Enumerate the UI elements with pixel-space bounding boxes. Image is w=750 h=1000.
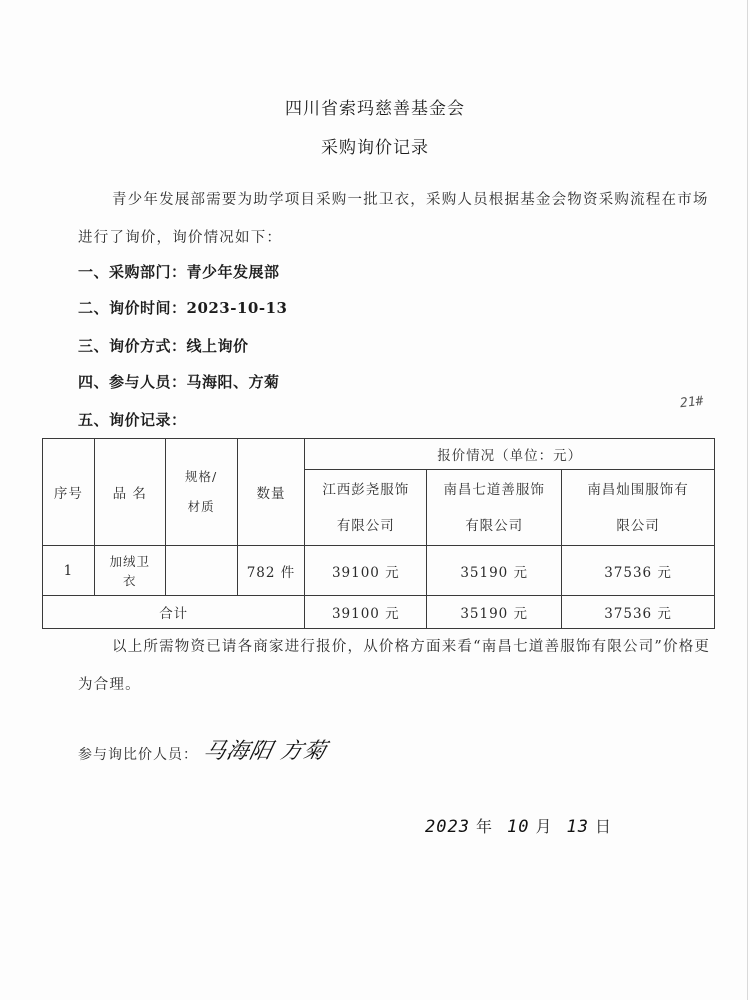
header-name: 品 名 — [94, 439, 165, 546]
total-label: 合计 — [43, 596, 305, 629]
row-price-vendor-3: 37536 元 — [562, 546, 715, 596]
row-spec — [165, 546, 237, 596]
item-records-heading: 五、询价记录： — [78, 411, 187, 429]
date-month-label: 月 — [535, 817, 553, 836]
table-row — [43, 546, 715, 596]
header-qty: 数量 — [237, 439, 305, 546]
organization-title: 四川省索玛慈善基金会 — [285, 99, 465, 119]
item-inquiry-date: 二、询价时间：2023-10-13 — [78, 299, 288, 317]
header-seq: 序号 — [43, 439, 95, 546]
handwritten-date — [425, 814, 626, 837]
header-quote-group: 报价情况（单位：元） — [305, 439, 715, 470]
row-price-vendor-2: 35190 元 — [427, 546, 562, 596]
date-day: 13 — [566, 817, 589, 837]
date-day-label: 日 — [594, 817, 612, 836]
header-spec-text: 规格/材质 — [185, 469, 218, 514]
handwritten-signature: 马海阳 方菊 — [200, 739, 330, 764]
conclusion-paragraph: 以上所需物资已请各商家进行报价，从价格方面来看“南昌七道善服饰有限公司”价格更为合理。 — [78, 639, 711, 693]
total-row — [43, 596, 715, 629]
item-inquiry-method: 三、询价方式：线上询价 — [78, 337, 249, 355]
header-vendor-3 — [562, 470, 715, 546]
handwritten-margin-note: 21# — [679, 393, 705, 412]
document-title: 采购询价记录 — [321, 138, 429, 158]
intro-paragraph: 青少年发展部需要为助学项目采购一批卫衣，采购人员根据基金会物资采购流程在市场进行了询价，询价情况如下： — [78, 192, 709, 246]
header-spec — [165, 439, 237, 546]
header-vendor-1-text: 江西彭尧服饰有限公司 — [322, 481, 410, 534]
row-name — [94, 546, 165, 596]
date-year: 2023 — [425, 817, 470, 837]
item-department: 一、采购部门：青少年发展部 — [78, 263, 280, 281]
date-year-label: 年 — [475, 817, 493, 836]
total-price-vendor-1: 39100 元 — [305, 596, 427, 629]
row-price-vendor-1: 39100 元 — [305, 546, 427, 596]
signature-label: 参与询比价人员： — [78, 747, 198, 763]
header-vendor-2 — [427, 470, 562, 546]
total-price-vendor-2: 35190 元 — [427, 596, 562, 629]
header-vendor-3-text: 南昌灿围服饰有限公司 — [587, 481, 689, 534]
row-qty: 782 件 — [237, 546, 305, 596]
quotation-table — [42, 438, 715, 629]
item-participants: 四、参与人员：马海阳、方菊 — [78, 373, 280, 391]
row-name-text: 加绒卫衣 — [109, 553, 150, 588]
date-month: 10 — [506, 817, 530, 837]
row-seq: 1 — [43, 546, 95, 596]
total-price-vendor-3: 37536 元 — [562, 596, 715, 629]
header-vendor-1 — [305, 470, 427, 546]
header-vendor-2-text: 南昌七道善服饰有限公司 — [443, 481, 545, 534]
